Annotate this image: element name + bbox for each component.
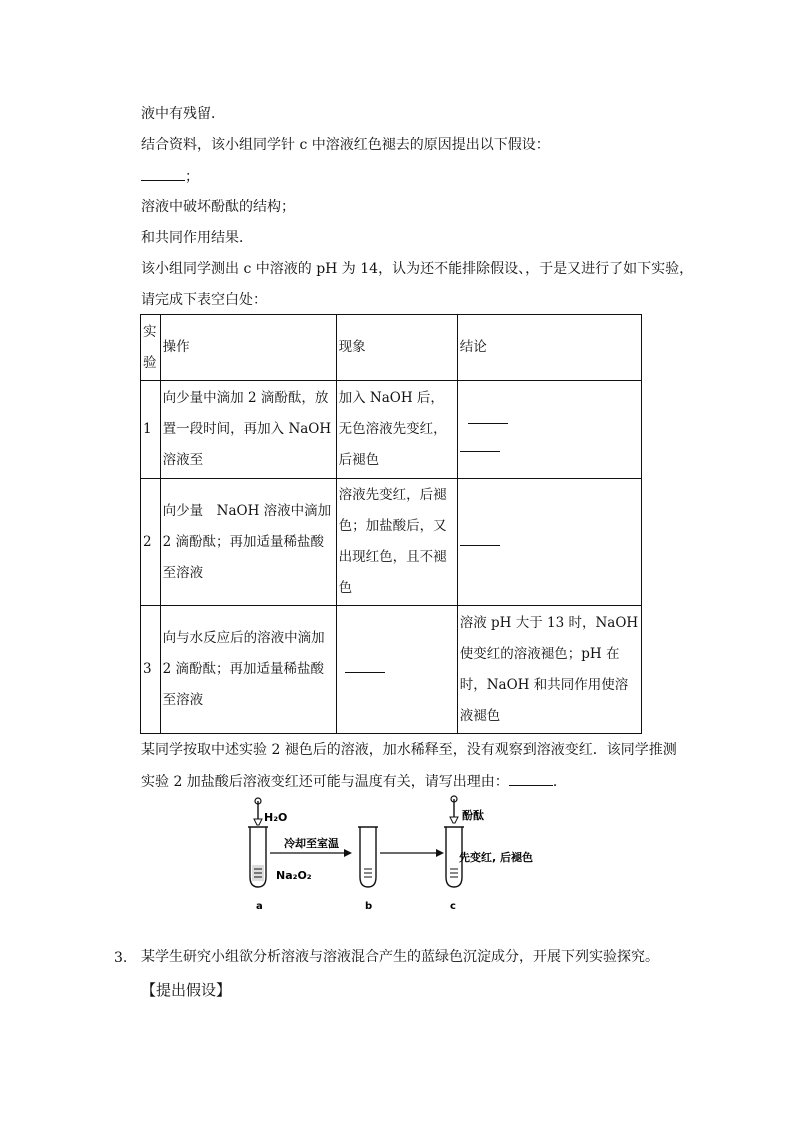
question-text: 某学生研究小组欲分析溶液与溶液混合产生的蓝绿色沉淀成分，开展下列实验探究。 bbox=[141, 949, 659, 965]
header-cell-conclusion: 结论 bbox=[457, 315, 641, 381]
cell-operation: 向少量中滴加 2 滴酚酞，放置一段时间，再加入 NaOH 溶液至 bbox=[160, 381, 336, 479]
paragraph-line: 该小组同学测出 c 中溶液的 pH 为 14，认为还不能排除假设、，于是又进行了如下实验， bbox=[141, 261, 694, 277]
answer-blank[interactable] bbox=[509, 771, 553, 786]
cell-num: 3 bbox=[141, 606, 161, 734]
label-cool: 冷却至室温 bbox=[284, 837, 339, 850]
header-cell-phenomenon: 现象 bbox=[336, 315, 457, 381]
header-cell-experiment: 实验 bbox=[141, 315, 161, 381]
cell-phenomenon: 溶液先变红，后褪色；加盐酸后，又出现红色，且不褪色 bbox=[336, 479, 457, 606]
paragraph-line: 请完成下表空白处： bbox=[141, 292, 267, 308]
cell-num: 1 bbox=[141, 381, 161, 479]
paragraph-line: 液中有残留． bbox=[141, 106, 225, 122]
header-cell-operation: 操作 bbox=[160, 315, 336, 381]
cell-phenomenon: 加入 NaOH 后，无色溶液先变红，后褪色 bbox=[336, 381, 457, 479]
cell-conclusion bbox=[457, 479, 641, 606]
table-row bbox=[141, 479, 642, 606]
line-text: 实验 2 加盐酸后溶液变红还可能与温度有关，请写出理由： bbox=[141, 774, 509, 790]
answer-blank[interactable] bbox=[460, 441, 500, 452]
label-tube-c: c bbox=[450, 901, 456, 912]
test-tube-c bbox=[444, 796, 464, 887]
label-h2o: H₂O bbox=[264, 811, 288, 824]
table-row bbox=[141, 606, 642, 734]
label-result: 先变红, 后褪色 bbox=[459, 851, 534, 864]
table-row bbox=[141, 381, 642, 479]
cell-num: 2 bbox=[141, 479, 161, 606]
cell-conclusion: 溶液 pH 大于 13 时，NaOH 使变红的溶液褪色；pH 在时，NaOH 和共同作用使溶液褪色 bbox=[457, 606, 641, 734]
arrow-b-to-c bbox=[380, 849, 444, 857]
question-number: 3. bbox=[114, 950, 128, 966]
paragraph-line: 和共同作用结果． bbox=[141, 230, 253, 246]
cell-conclusion bbox=[457, 381, 641, 479]
arrow-a-to-b bbox=[270, 849, 352, 857]
cell-operation: 向少量 NaOH 溶液中滴加 2 滴酚酞；再加适量稀盐酸至溶液 bbox=[160, 479, 336, 606]
label-tube-b: b bbox=[365, 901, 373, 912]
table-header-row bbox=[141, 315, 642, 381]
experiment-figure bbox=[240, 795, 560, 915]
paragraph-line: 结合资料，该小组同学针 c 中溶液红色褪去的原因提出以下假设： bbox=[141, 137, 550, 153]
test-tube-b bbox=[358, 827, 378, 887]
label-phenolphthalein: 酚酞 bbox=[462, 809, 484, 822]
cell-phenomenon bbox=[336, 606, 457, 734]
line-suffix: ． bbox=[552, 774, 567, 790]
experiment-table bbox=[140, 314, 642, 734]
label-tube-a: a bbox=[256, 901, 263, 912]
answer-blank[interactable] bbox=[468, 413, 508, 424]
paragraph-line: 溶液中破坏酚酞的结构； bbox=[141, 199, 295, 215]
answer-blank-line bbox=[141, 166, 199, 187]
answer-blank[interactable] bbox=[141, 166, 185, 181]
paragraph-line: 某同学按取中述实验 2 褪色后的溶液，加水稀释至，没有观察到溶液变红．该同学推测 bbox=[141, 742, 677, 758]
blank-suffix: ； bbox=[185, 169, 199, 185]
section-heading: 【提出假设】 bbox=[141, 981, 232, 999]
answer-blank[interactable] bbox=[345, 662, 385, 673]
answer-blank[interactable] bbox=[460, 535, 500, 546]
label-na2o2: Na₂O₂ bbox=[276, 869, 312, 882]
answer-blank-line bbox=[141, 771, 567, 792]
cell-operation: 向与水反应后的溶液中滴加 2 滴酚酞；再加适量稀盐酸至溶液 bbox=[160, 606, 336, 734]
